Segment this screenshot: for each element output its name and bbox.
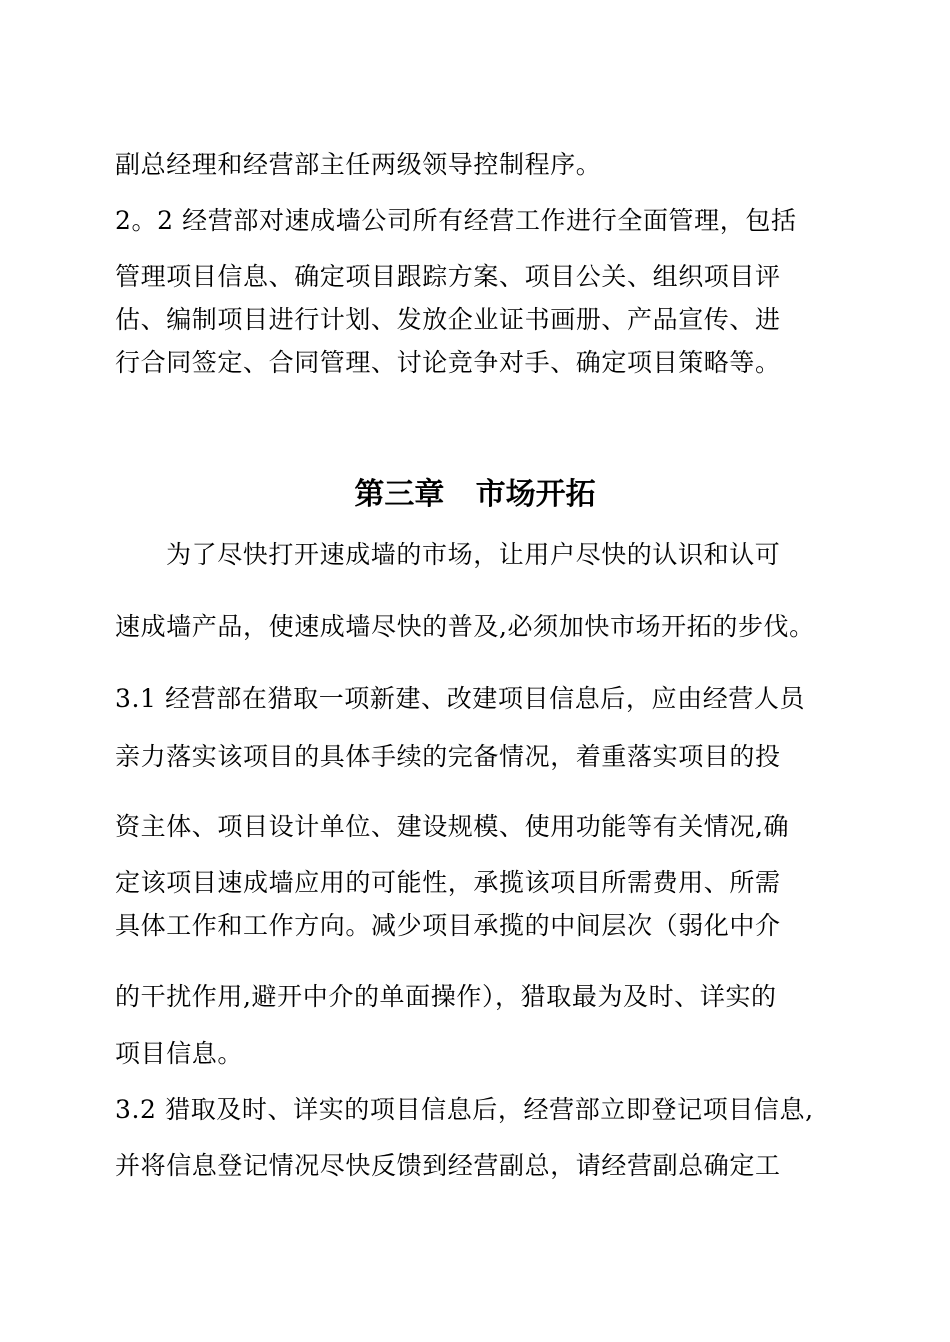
paragraph-line: 2。2 经营部对速成墙公司所有经营工作进行全面管理，包括 (115, 206, 797, 235)
paragraph-line: 资主体、项目设计单位、建设规模、使用功能等有关情况,确 (115, 812, 790, 841)
paragraph-line: 估、编制项目进行计划、发放企业证书画册、产品宣传、进 (115, 305, 781, 334)
paragraph-line: 并将信息登记情况尽快反馈到经营副总，请经营副总确定工 (115, 1151, 781, 1180)
paragraph-line: 行合同签定、合同管理、讨论竞争对手、确定项目策略等。 (115, 348, 781, 377)
paragraph-line: 3.1 经营部在猎取一项新建、改建项目信息后，应由经营人员 (115, 684, 806, 713)
paragraph-line: 速成墙产品，使速成墙尽快的普及,必须加快市场开拓的步伐。 (115, 612, 815, 641)
paragraph-line: 亲力落实该项目的具体手续的完备情况，着重落实项目的投 (115, 742, 781, 771)
paragraph-line: 管理项目信息、确定项目跟踪方案、项目公关、组织项目评 (115, 262, 781, 291)
paragraph-line: 的干扰作用,避开中介的单面操作），猎取最为及时、详实的 (115, 982, 777, 1011)
paragraph-line: 副总经理和经营部主任两级领导控制程序。 (115, 150, 602, 179)
paragraph-line: 为了尽快打开速成墙的市场，让用户尽快的认识和认可 (166, 540, 781, 569)
chapter-title: 第三章 市场开拓 (354, 477, 596, 512)
paragraph-line: 具体工作和工作方向。减少项目承揽的中间层次（弱化中介 (115, 911, 781, 940)
paragraph-line: 项目信息。 (115, 1039, 244, 1068)
paragraph-line: 定该项目速成墙应用的可能性，承揽该项目所需费用、所需 (115, 868, 781, 897)
paragraph-line: 3.2 猎取及时、详实的项目信息后，经营部立即登记项目信息, (115, 1095, 814, 1124)
